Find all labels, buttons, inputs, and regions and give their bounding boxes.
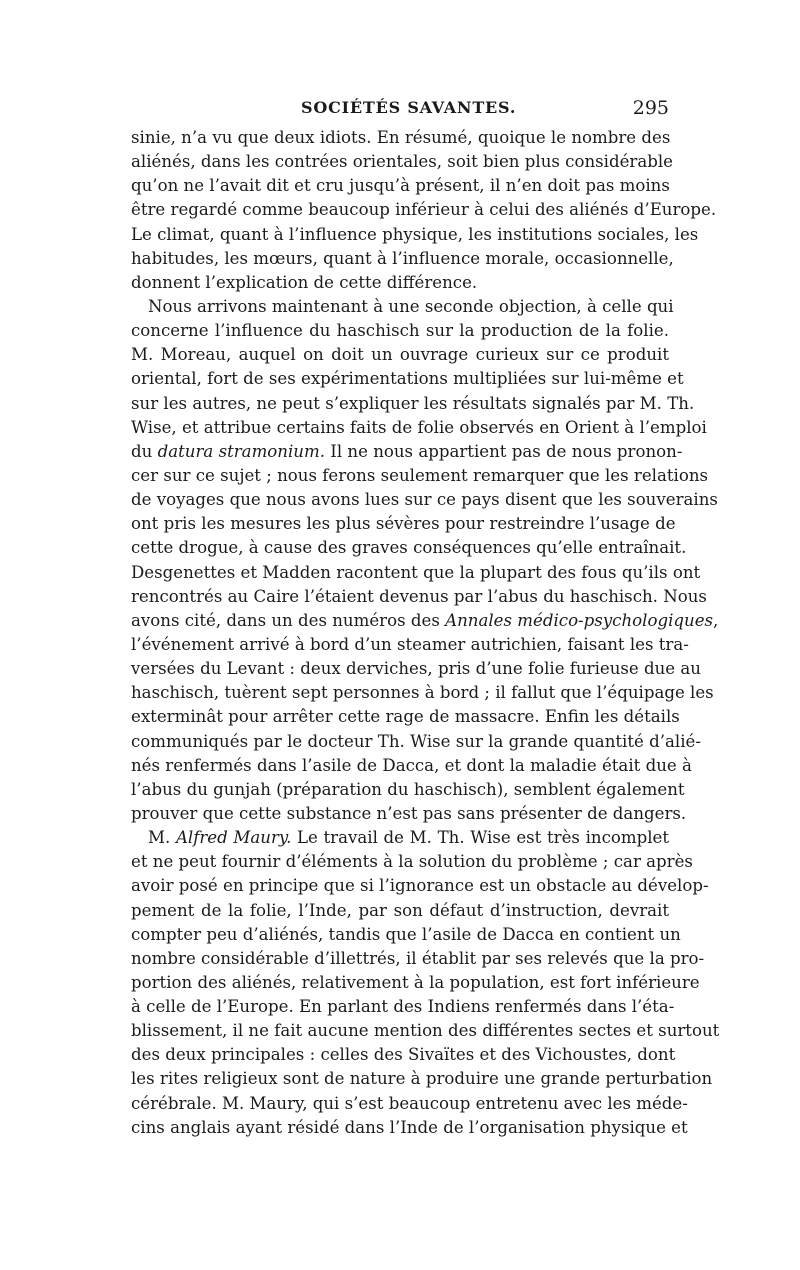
- text-line: [131, 609, 719, 633]
- text-line: l’événement arrivé à bord d’un steamer autrichien, faisant les tra-: [131, 634, 689, 654]
- text-line: [131, 826, 669, 850]
- text-line: cérébrale. M. Maury, qui s’est beaucoup entretenu avec les méde-: [131, 1093, 688, 1113]
- text-line: exterminât pour arrêter cette rage de massacre. Enfin les détails: [131, 707, 680, 727]
- text-line: Le climat, quant à l’influence physique, les institutions sociales, les: [131, 224, 699, 244]
- running-title: SOCIÉTÉS SAVANTES.: [301, 98, 517, 117]
- text-line: compter peu d’aliénés, tandis que l’asile de Dacca en contient un: [131, 924, 681, 944]
- italic-speaker: Alfred Maury.: [175, 828, 292, 848]
- text-line: concerne l’influence du haschisch sur la production de la folie.: [131, 321, 669, 341]
- text-line: des deux principales : celles des Sivaïtes et des Vichoustes, dont: [131, 1045, 676, 1065]
- body-text: [131, 126, 720, 1140]
- page-header: [131, 93, 669, 123]
- text-line: cette drogue, à cause des graves conséquences qu’elle entraînait.: [131, 538, 687, 558]
- text-run: avons cité, dans un des numéros des: [131, 610, 446, 630]
- italic-title: Annales médico-psychologiques: [445, 610, 714, 630]
- text-line: sinie, n’a vu que deux idiots. En résumé, quoique le nombre des: [131, 128, 671, 147]
- text-line: Wise, et attribue certains faits de folie observés en Orient à l’emploi: [131, 417, 707, 437]
- text-line: sur les autres, ne peut s’expliquer les résultats signalés par M. Th.: [131, 393, 695, 413]
- text-line: oriental, fort de ses expérimentations multipliées sur lui-même et: [131, 369, 684, 389]
- text-run: Le travail de M. Th. Wise est très incomplet: [291, 828, 670, 848]
- text-line: être regardé comme beaucoup inférieur à celui des aliénés d’Europe.: [131, 200, 717, 220]
- text-run: Il ne nous appartient pas de nous pronon-: [325, 441, 683, 461]
- text-run: du: [131, 441, 158, 461]
- text-line: donnent l’explication de cette différence.: [131, 272, 478, 292]
- text-line: Desgenettes et Madden racontent que la plupart des fous qu’ils ont: [131, 562, 701, 582]
- text-line: prouver que cette substance n’est pas sans présenter de dangers.: [131, 803, 687, 823]
- text-line: communiqués par le docteur Th. Wise sur la grande quantité d’alié-: [131, 731, 701, 751]
- text-line: M. Moreau, auquel on doit un ouvrage curieux sur ce produit: [131, 345, 669, 365]
- text-line: rencontrés au Caire l’étaient devenus par l’abus du haschisch. Nous: [131, 586, 707, 606]
- text-line: blissement, il ne fait aucune mention des différentes sectes et surtout: [131, 1021, 720, 1041]
- text-line: pement de la folie, l’Inde, par son défaut d’instruction, devrait: [131, 900, 669, 920]
- text-line: haschisch, tuèrent sept personnes à bord ; il fallut que l’équipage les: [131, 683, 714, 703]
- text-line: les rites religieux sont de nature à produire une grande perturbation: [131, 1069, 713, 1089]
- text-line: cins anglais ayant résidé dans l’Inde de l’organisation physique et: [131, 1117, 688, 1137]
- text-line: cer sur ce sujet ; nous ferons seulement remarquer que les relations: [131, 465, 709, 485]
- text-line: [131, 440, 683, 464]
- italic-term: datura stramonium.: [157, 441, 325, 461]
- text-line: versées du Levant : deux derviches, pris d’une folie furieuse due au: [131, 659, 701, 679]
- text-line: Nous arrivons maintenant à une seconde objection, à celle qui: [148, 296, 674, 316]
- text-line: l’abus du gunjah (préparation du haschisch), semblent également: [131, 779, 685, 799]
- text-line: nombre considérable d’illettrés, il établit par ses relevés que la pro-: [131, 948, 705, 968]
- text-line: nés renfermés dans l’asile de Dacca, et dont la maladie était due à: [131, 755, 692, 775]
- text-line: et ne peut fournir d’éléments à la solution du problème ; car après: [131, 852, 693, 872]
- text-line: de voyages que nous avons lues sur ce pays disent que les souverains: [131, 490, 718, 510]
- text-line: à celle de l’Europe. En parlant des Indiens renfermés dans l’éta-: [131, 997, 675, 1017]
- text-line: qu’on ne l’avait dit et cru jusqu’à présent, il n’en doit pas moins: [131, 176, 670, 196]
- page-number: 295: [632, 97, 669, 119]
- text-line: avoir posé en principe que si l’ignorance est un obstacle au dévelop-: [131, 876, 709, 896]
- text-line: ont pris les mesures les plus sévères pour restreindre l’usage de: [131, 514, 676, 534]
- text-line: portion des aliénés, relativement à la population, est fort inférieure: [131, 972, 700, 992]
- text-run: ,: [713, 610, 719, 630]
- text-run: M.: [148, 828, 176, 848]
- text-line: habitudes, les mœurs, quant à l’influence morale, occasionnelle,: [131, 248, 674, 268]
- text-line: aliénés, dans les contrées orientales, soit bien plus considérable: [131, 152, 673, 172]
